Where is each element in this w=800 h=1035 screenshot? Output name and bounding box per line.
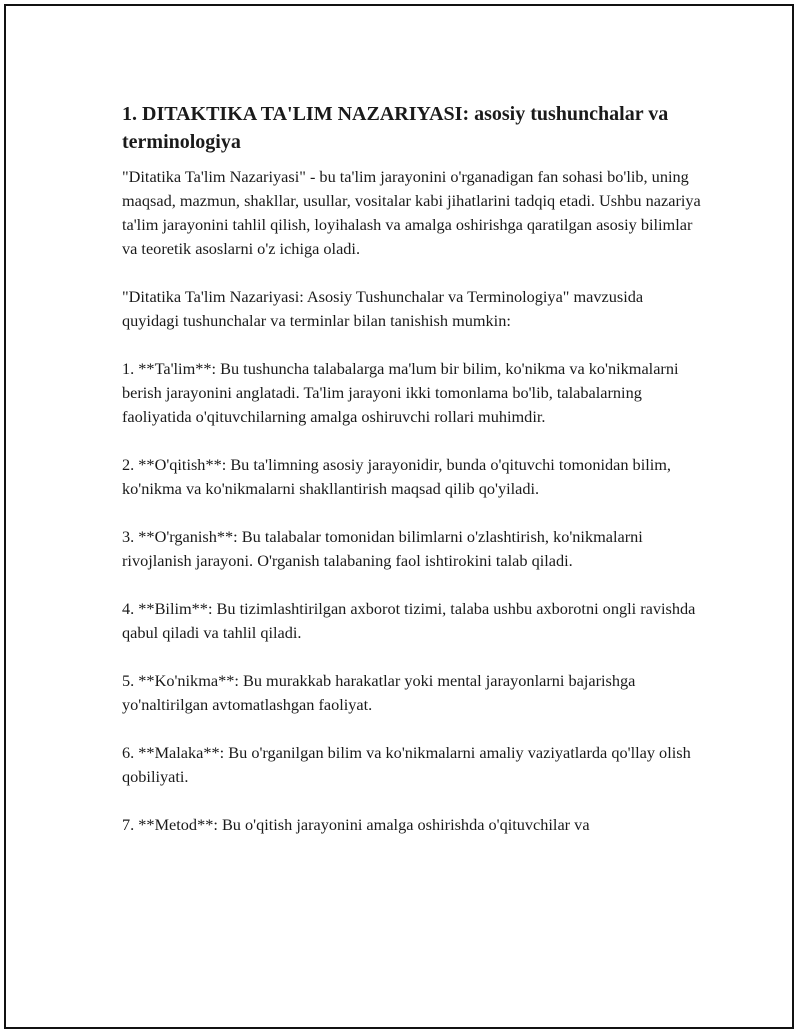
term-oqitish: 2. **O'qitish**: Bu ta'limning asosiy jarayonidir, bunda o'qituvchi tomonidan bilim, ko'nikma va ko'nikmalarni shakllantirish maqsad qilib qo'yiladi.: [122, 455, 672, 498]
intro-paragraph: "Ditatika Ta'lim Nazariyasi" - bu ta'lim jarayonini o'rganadigan fan sohasi bo'lib, uning maqsad, mazmun, shakllar, usullar, vositalar kabi jihatlarini tadqiq etadi. Ushbu nazariya ta'lim jarayonini tahlil qilish, loyihalash va amalga oshirishga qaratilgan asosiy bilimlar va teoretik asoslarni o'z ichiga oladi.: [122, 167, 701, 258]
term-talim: 1. **Ta'lim**: Bu tushuncha talabalarga ma'lum bir bilim, ko'nikma va ko'nikmalarni berish jarayonini anglatadi. Ta'lim jarayoni ikki tomonlama bo'lib, talabalarning faoliyatida o'qituvchilarning amalga oshiruvchi rollari muhimdir.: [122, 359, 679, 426]
term-organish: 3. **O'rganish**: Bu talabalar tomonidan bilimlarni o'zlashtirish, ko'nikmalarni rivojlanish jarayoni. O'rganish talabaning faol ishtirokini talab qiladi.: [122, 527, 643, 570]
topic-paragraph: "Ditatika Ta'lim Nazariyasi: Asosiy Tushunchalar va Terminologiya" mavzusida quyidagi tushunchalar va terminlar bilan tanishish mumkin:: [122, 287, 644, 330]
term-bilim: 4. **Bilim**: Bu tizimlashtirilgan axborot tizimi, talaba ushbu axborotni ongli ravishda qabul qiladi va tahlil qiladi.: [122, 599, 696, 642]
document-page: [4, 4, 794, 1029]
term-metod: 7. **Metod**: Bu o'qitish jarayonini amalga oshirishda o'qituvchilar va: [122, 815, 590, 834]
document-title: 1. DITAKTIKA TA'LIM NAZARIYASI: asosiy tushunchalar va terminologiya: [122, 103, 669, 153]
document-body: [122, 100, 702, 861]
term-konikma: 5. **Ko'nikma**: Bu murakkab harakatlar yoki mental jarayonlarni bajarishga yo'naltirilgan avtomatlashgan faoliyat.: [122, 671, 636, 714]
term-malaka: 6. **Malaka**: Bu o'rganilgan bilim va ko'nikmalarni amaliy vaziyatlarda qo'llay olish qobiliyati.: [122, 743, 691, 786]
